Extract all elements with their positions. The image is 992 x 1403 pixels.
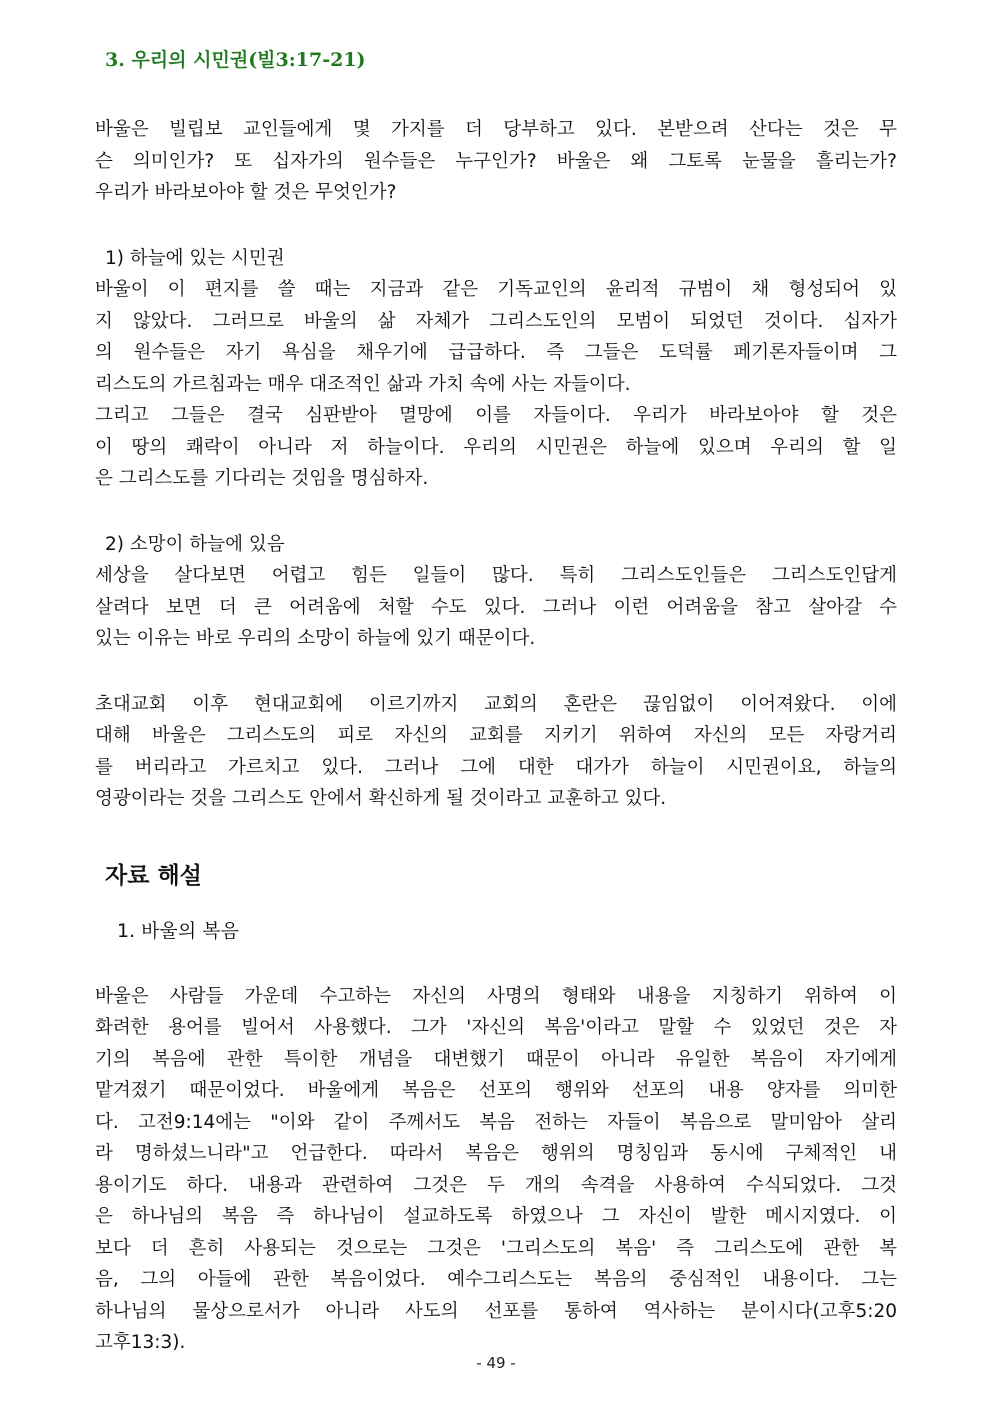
closing-paragraph	[95, 689, 897, 815]
text-line: 있는 이유는 바로 우리의 소망이 하늘에 있기 때문이다.	[95, 628, 536, 649]
text-line: 음, 그의 아들에 관한 복음이었다. 예수그리스도는 복음의 중심적인 내용이다. 그는	[95, 1269, 897, 1290]
text-line: 용이기도 하다. 내용과 관련하여 그것은 두 개의 속격을 사용하여 수식되었다. 그것	[95, 1174, 897, 1196]
gospel-paragraph	[95, 981, 897, 1359]
text-line: 맡겨졌기 때문이었다. 바울에게 복음은 선포의 행위와 선포의 내용 양자를 의미한	[95, 1080, 897, 1101]
section-heading: 3. 우리의 시민권(빌3:17-21)	[105, 49, 366, 71]
text-line: 은 하나님의 복음 즉 하나님이 설교하도록 하였으나 그 자신이 발한 메시지였다. 이	[95, 1206, 897, 1227]
intro-paragraph	[95, 114, 897, 209]
subheading-citizenship: 1) 하늘에 있는 시민권	[105, 247, 285, 269]
text-line: 의 원수들은 자기 욕심을 채우기에 급급하다. 즉 그들은 도덕률 페기론자들이며 그	[95, 342, 897, 363]
gospel-heading: 1. 바울의 복음	[117, 919, 239, 942]
text-line: 고후13:3).	[95, 1332, 186, 1353]
page-number: - 49 -	[476, 1354, 516, 1372]
subheading-hope: 2) 소망이 하늘에 있음	[105, 533, 285, 555]
text-line: 를 버리라고 가르치고 있다. 그러나 그에 대한 대가가 하늘이 시민권이요, 하늘의	[95, 756, 897, 778]
text-line: 살려다 보면 더 큰 어려움에 처할 수도 있다. 그러나 이런 어려움을 참고 살아갈 수	[95, 596, 897, 618]
text-line: 세상을 살다보면 어렵고 힘든 일들이 많다. 특히 그리스도인들은 그리스도인답게	[95, 565, 897, 586]
text-line: 보다 더 흔히 사용되는 것으로는 그것은 '그리스도의 복음' 즉 그리스도에 관한 복	[95, 1237, 897, 1259]
text-line: 기의 복음에 관한 특이한 개념을 대변했기 때문이 아니라 유일한 복음이 자기에게	[95, 1048, 897, 1070]
text-line: 라 명하셨느니라"고 언급한다. 따라서 복음은 행위의 명칭임과 동시에 구체적인 내	[95, 1143, 897, 1164]
citizenship-paragraph-2	[95, 400, 897, 495]
text-line: 바울은 사람들 가운데 수고하는 자신의 사명의 형태와 내용을 지칭하기 위하여 이	[95, 985, 897, 1007]
text-line: 영광이라는 것을 그리스도 안에서 확신하게 될 것이라고 교훈하고 있다.	[95, 788, 667, 809]
text-line: 다. 고전9:14에는 "이와 같이 주께서도 복음 전하는 자들이 복음으로 말미암아 살리	[95, 1111, 897, 1133]
text-line: 대해 바울은 그리스도의 피로 자신의 교회를 지키기 위하여 자신의 모든 자랑거리	[95, 725, 897, 746]
document-page	[95, 40, 897, 1359]
text-line: 그리고 그들은 결국 심판받아 멸망에 이를 자들이다. 우리가 바라보아야 할 것은	[95, 405, 897, 426]
text-line: 바울이 이 편지를 쓸 때는 지금과 같은 기독교인의 윤리적 규범이 채 형성되어 있	[95, 279, 897, 300]
text-line: 은 그리스도를 기다리는 것임을 명심하자.	[95, 468, 429, 489]
text-line: 이 땅의 쾌락이 아니라 저 하늘이다. 우리의 시민권은 하늘에 있으며 우리의 할 일	[95, 436, 897, 458]
text-line: 우리가 바라보아야 할 것은 무엇인가?	[95, 182, 397, 203]
text-line: 슨 의미인가? 또 십자가의 원수들은 누구인가? 바울은 왜 그토록 눈물을 흘리는가?	[95, 150, 897, 172]
commentary-heading: 자료 해설	[105, 862, 202, 889]
text-line: 지 않았다. 그러므로 바울의 삶 자체가 그리스도인의 모범이 되었던 것이다. 십자가	[95, 310, 897, 332]
text-line: 화려한 용어를 빌어서 사용했다. 그가 '자신의 복음'이라고 말할 수 있었던 것은 자	[95, 1017, 897, 1038]
text-line: 하나님의 물상으로서가 아니라 사도의 선포를 통하여 역사하는 분이시다(고후5:20	[95, 1300, 897, 1322]
text-line: 리스도의 가르침과는 매우 대조적인 삶과 가치 속에 사는 자들이다.	[95, 373, 631, 395]
hope-paragraph	[95, 560, 897, 655]
text-line: 초대교회 이후 현대교회에 이르기까지 교회의 혼란은 끊임없이 이어져왔다. 이에	[95, 693, 897, 715]
text-line: 바울은 빌립보 교인들에게 몇 가지를 더 당부하고 있다. 본받으려 산다는 것은 무	[95, 119, 897, 140]
citizenship-paragraph-1	[95, 274, 897, 400]
